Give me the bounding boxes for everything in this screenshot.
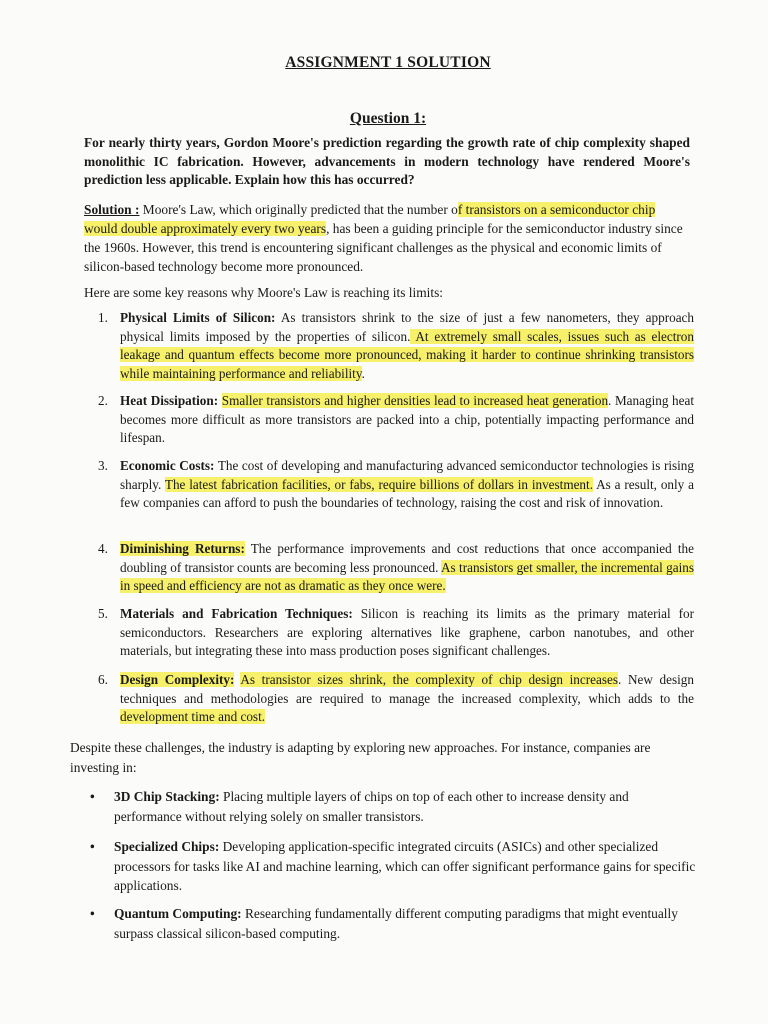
reason-number: 5.: [98, 606, 108, 621]
solution-text-a: Moore's Law, which originally predicted that the number o: [139, 202, 458, 217]
reason-text-b: .: [361, 365, 365, 381]
list-item: [90, 837, 698, 896]
reason-text-a: The performance improvements and cost reductions that once accompanied the doubling of transistor counts are becoming less pronounced.: [120, 541, 694, 575]
document-title: ASSIGNMENT 1 SOLUTION: [285, 54, 491, 71]
reason-term: Heat Dissipation:: [120, 393, 219, 408]
reason-term: Diminishing Returns:: [120, 541, 245, 556]
reason-item: [98, 540, 694, 596]
reason-number: 1.: [98, 310, 108, 325]
reason-number: 4.: [98, 541, 108, 556]
reason-item: [98, 605, 694, 661]
reason-number: 6.: [98, 672, 108, 687]
reason-item: [98, 309, 694, 383]
bullet-icon: •: [90, 839, 95, 854]
reason-highlight: As transistor sizes shrink, the complexity of chip design increases: [240, 672, 618, 687]
reason-text-b: . New design techniques and methodologies are required to manage the increased complexity, which adds to the: [120, 672, 694, 706]
bullet-term: Specialized Chips:: [114, 839, 220, 854]
bullet-term: Quantum Computing:: [114, 906, 242, 921]
solution-label: Solution :: [84, 202, 140, 217]
question-text: For nearly thirty years, Gordon Moore's prediction regarding the growth rate of chip complexity shaped monolithic IC fabrication. However, advancements in modern technology have rendered Moore's prediction less applicable. Explain how this has occurred?: [84, 135, 690, 187]
bullet-text: Developing application-specific integrated circuits (ASICs) and other specialized processors for tasks like AI and machine learning, which can offer significant performance gains for specific applications.: [114, 839, 696, 893]
reason-term: Design Complexity:: [120, 672, 235, 687]
approaches-intro: Despite these challenges, the industry is adapting by exploring new approaches. For instance, companies are investing in:: [70, 740, 651, 775]
solution-text-b: , has been a guiding principle for the semiconductor industry since the 1960s. However, this trend is encountering significant challenges as the physical and economic limits of silicon-based technology become more pronounced.: [84, 221, 683, 274]
reason-highlight: Smaller transistors and higher densities lead to increased heat generation: [221, 393, 609, 408]
reason-number: 2.: [98, 393, 108, 408]
list-item: [90, 904, 698, 943]
reasons-intro: Here are some key reasons why Moore's Law is reaching its limits:: [84, 285, 444, 300]
bullet-text: Placing multiple layers of chips on top of each other to increase density and performance without relying solely on smaller transistors.: [114, 789, 629, 824]
solution-paragraph: [84, 200, 692, 276]
reason-term: Physical Limits of Silicon:: [120, 310, 276, 325]
list-item: [90, 787, 698, 826]
reason-highlight: At extremely small scales, issues such as electron leakage and quantum effects become more pronounced, making it harder to continue shrinking transistors while maintaining performance and reliability: [120, 328, 694, 381]
reason-item: [98, 457, 694, 513]
reason-text-a: The cost of developing and manufacturing advanced semiconductor technologies is rising sharply.: [120, 458, 694, 492]
bullet-icon: •: [90, 789, 95, 804]
reason-highlight: The latest fabrication facilities, or fabs, require billions of dollars in investment.: [164, 476, 593, 492]
reason-text-a: As transistors shrink to the size of just a few nanometers, they approach physical limits imposed by the properties of silicon.: [120, 310, 694, 344]
bullet-text: Researching fundamentally different computing paradigms that might eventually surpass classical silicon-based computing.: [114, 906, 678, 941]
reason-text-b: . Managing heat becomes more difficult as more transistors are packed into a chip, potentially impacting performance and lifespan.: [120, 393, 695, 445]
solution-highlight: f transistors on a semiconductor chip would double approximately every two years: [84, 202, 656, 236]
reason-highlight-2: development time and cost.: [120, 709, 266, 724]
reason-item: [98, 671, 694, 727]
reason-item: [98, 392, 694, 448]
question-heading: Question 1:: [349, 110, 427, 127]
reason-text-b: As a result, only a few companies can afford to push the boundaries of technology, raising the cost and risk of innovation.: [120, 476, 694, 510]
bullet-term: 3D Chip Stacking:: [114, 789, 220, 804]
reason-text-a: Silicon is reaching its limits as the primary material for semiconductors. Researchers are exploring alternatives like graphene, carbon nanotubes, and other materials, but integrating these into mass production poses significant challenges.: [120, 606, 694, 658]
reason-term: Economic Costs:: [120, 458, 215, 473]
reason-highlight: As transistors get smaller, the incremental gains in speed and efficiency are not as dramatic as they once were.: [120, 559, 694, 593]
reason-number: 3.: [98, 458, 108, 473]
bullet-icon: •: [90, 906, 95, 921]
reason-term: Materials and Fabrication Techniques:: [120, 606, 353, 621]
